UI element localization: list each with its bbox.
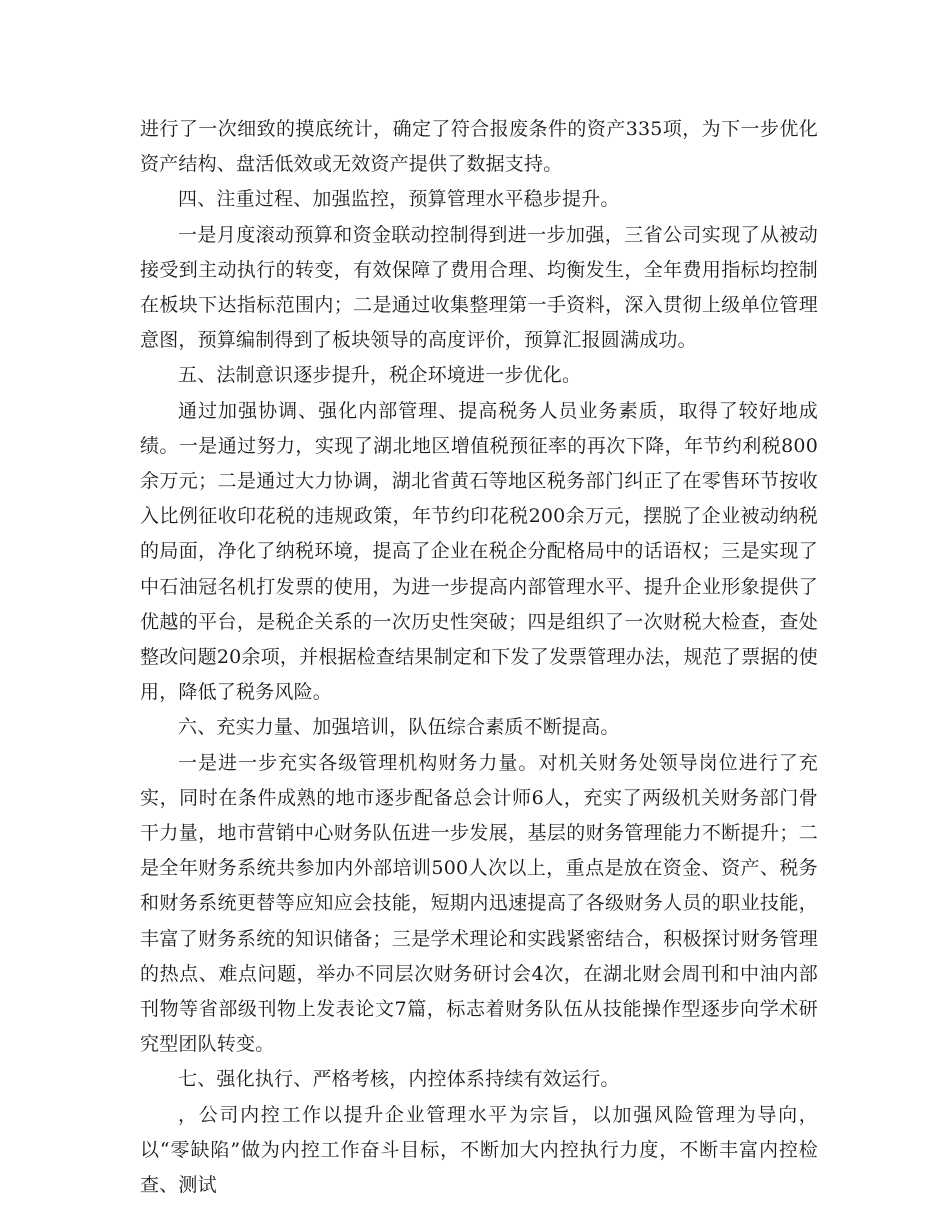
paragraph-training: 一是进一步充实各级管理机构财务力量。对机关财务处领导岗位进行了充实，同时在条件成熟的地市逐步配备总会计师6人，充实了两级机关财务部门骨干力量，地市营销中心财务队伍进一步发展，基层的财务管理能力不断提升；二是全年财务系统共参加内外部培训500人次以上，重点是放在资金、资产、税务和财务系统更替等应知应会技能，短期内迅速提高了各级财务人员的职业技能，丰富了财务系统的知识储备；三是学术理论和实践紧密结合，积极探讨财务管理的热点、难点问题，举办不同层次财务研讨会4次，在湖北财会周刊和中油内部刊物等省部级刊物上发表论文7篇，标志着财务队伍从技能操作型逐步向学术研究型团队转变。: [140, 751, 818, 1056]
paragraph-internal-control: ，公司内控工作以提升企业管理水平为宗旨，以加强风险管理为导向，以“零缺陷”做为内控工作奋斗目标，不断加大内控执行力度，不断丰富内控检查、测试: [140, 1103, 818, 1197]
section-heading-4: 四、注重过程、加强监控，预算管理水平稳步提升。: [178, 188, 620, 211]
paragraph-tax: 通过加强协调、强化内部管理、提高税务人员业务素质，取得了较好地成绩。一是通过努力，实现了湖北地区增值税预征率的再次下降，年节约利税800余万元；二是通过大力协调，湖北省黄石等地区税务部门纠正了在零售环节按收入比例征收印花税的违规政策，年节约印花税200余万元，摆脱了企业被动纳税的局面，净化了纳税环境，提高了企业在税企分配格局中的话语权；三是实现了中石油冠名机打发票的使用，为进一步提高内部管理水平、提升企业形象提供了优越的平台，是税企关系的一次历史性突破；四是组织了一次财税大检查，查处整改问题20余项，并根据检查结果制定和下发了发票管理办法，规范了票据的使用，降低了税务风险。: [140, 399, 818, 704]
section-heading-5: 五、法制意识逐步提升，税企环境进一步优化。: [178, 364, 582, 387]
section-heading-7: 七、强化执行、严格考核，内控体系持续有效运行。: [178, 1068, 620, 1091]
section-heading-6: 六、充实力量、加强培训，队伍综合素质不断提高。: [178, 716, 620, 739]
document-body: [140, 112, 818, 1203]
paragraph-asset-survey: 进行了一次细致的摸底统计，确定了符合报废条件的资产335项，为下一步优化资产结构、盘活低效或无效资产提供了数据支持。: [140, 118, 818, 176]
paragraph-budget: 一是月度滚动预算和资金联动控制得到进一步加强，三省公司实现了从被动接受到主动执行的转变，有效保障了费用合理、均衡发生，全年费用指标均控制在板块下达指标范围内；二是通过收集整理第一手资料，深入贯彻上级单位管理意图，预算编制得到了板块领导的高度评价，预算汇报圆满成功。: [140, 223, 818, 352]
